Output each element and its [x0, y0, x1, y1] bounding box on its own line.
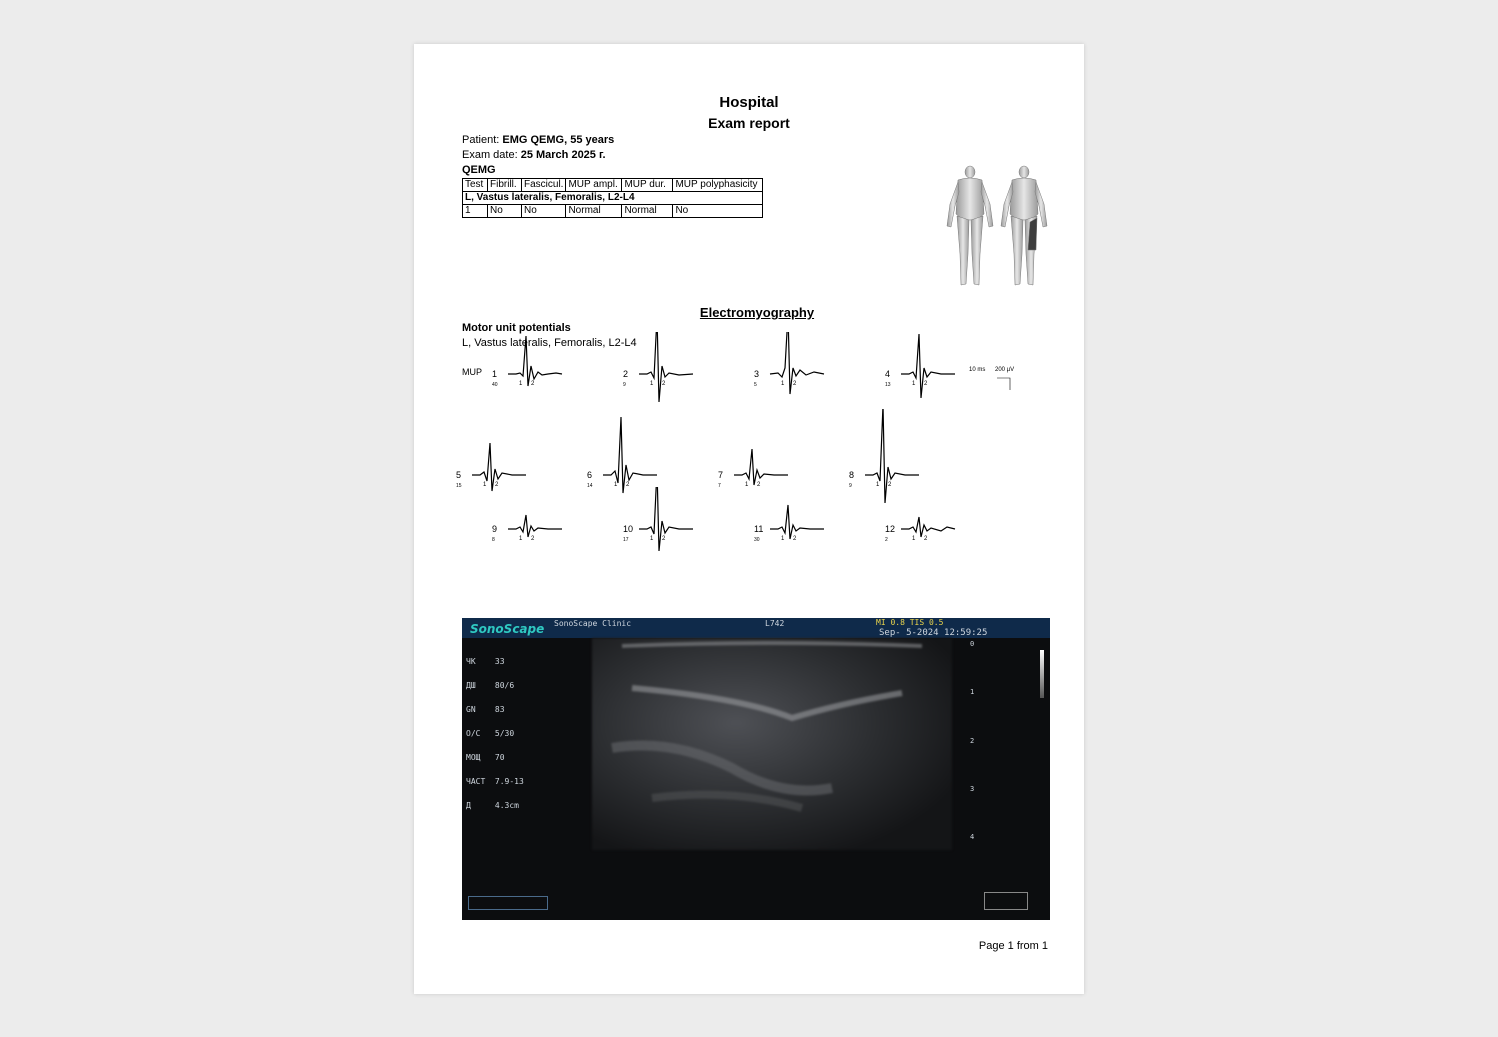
- mup-count: 8: [492, 537, 495, 543]
- header-cell: Test: [463, 179, 488, 192]
- param-line: ДШ 80/6: [466, 681, 515, 690]
- mup-marker: 1: [745, 482, 749, 488]
- mup-number: 2: [623, 369, 629, 379]
- mup-count: 17: [623, 537, 629, 543]
- ultrasound-image: [462, 618, 1050, 920]
- mup-number: 9: [492, 524, 498, 534]
- table-cell: No: [522, 205, 566, 218]
- mup-number: 6: [587, 470, 593, 480]
- mup-number: 11: [754, 524, 764, 534]
- mup-count: 13: [885, 382, 891, 388]
- mup-number: 12: [885, 524, 896, 534]
- mup-number: 3: [754, 369, 760, 379]
- mup-marker: 1: [614, 482, 618, 488]
- mup-waveform: [897, 487, 977, 587]
- mup-trace: [883, 487, 973, 587]
- mup-line: [734, 449, 788, 485]
- ultrasound-status-box: [984, 892, 1028, 910]
- param-line: О/С 5/30: [466, 729, 515, 738]
- mup-marker: 2: [793, 381, 797, 387]
- mup-marker: 2: [662, 381, 666, 387]
- mup-marker: 1: [650, 381, 654, 387]
- mup-line: [770, 505, 824, 539]
- mup-count: 40: [492, 382, 498, 388]
- mup-marker: 2: [924, 381, 928, 387]
- header-cell: Fibrill.: [488, 179, 522, 192]
- mup-line: [901, 334, 955, 398]
- mup-line: [472, 443, 526, 491]
- mup-trace: [752, 487, 842, 587]
- ultrasound-scan: [592, 638, 952, 850]
- mup-marker: 2: [757, 482, 761, 488]
- mup-marker: 2: [793, 536, 797, 542]
- patient-value: EMG QEMG, 55 years: [502, 134, 615, 146]
- mup-marker: 1: [781, 536, 785, 542]
- mup-marker: 2: [626, 482, 630, 488]
- mup-line: [508, 336, 562, 386]
- mup-marker: 2: [495, 482, 499, 488]
- mup-waveform: [635, 487, 715, 587]
- mup-number: 1: [492, 369, 498, 379]
- ultrasound-clinic: SonoScape Clinic: [554, 619, 632, 628]
- ultrasound-probe: L742: [765, 619, 785, 628]
- scale-time: 10 ms: [969, 367, 986, 373]
- mup-marker: 2: [662, 536, 666, 542]
- mup-marker: 1: [781, 381, 785, 387]
- mup-count: 14: [587, 483, 593, 489]
- exam-date-label: Exam date:: [462, 149, 518, 161]
- emg-title: Electromyography: [699, 305, 815, 320]
- mup-marker: 1: [519, 381, 523, 387]
- mup-marker: 2: [924, 536, 928, 542]
- patient-label: Patient:: [462, 134, 500, 146]
- depth-mark: 1: [970, 688, 975, 696]
- mup-line: [770, 332, 824, 394]
- depth-mark: 3: [970, 785, 975, 793]
- mup-line: [639, 332, 693, 402]
- ultrasound-datetime: Sep- 5-2024 12:59:25: [879, 628, 988, 638]
- mup-marker: 1: [519, 536, 523, 542]
- mup-marker: 1: [483, 482, 487, 488]
- table-cell: No: [673, 205, 763, 218]
- ultrasound-logo: SonoScape: [470, 622, 545, 636]
- report-title: Exam report: [708, 115, 790, 131]
- mup-marker: 2: [531, 381, 535, 387]
- mup-marker: 1: [876, 482, 880, 488]
- mup-line: [508, 515, 562, 537]
- mup-marker: 2: [888, 482, 892, 488]
- mup-grid: [414, 44, 1084, 614]
- gray-scale-bar: [1040, 650, 1044, 698]
- table-cell: 1: [463, 205, 488, 218]
- mup-count: 2: [885, 537, 888, 543]
- mup-count: 7: [718, 483, 721, 489]
- mup-count: 30: [754, 537, 760, 543]
- mup-marker: 1: [912, 381, 916, 387]
- mup-count: 5: [754, 382, 757, 388]
- ultrasound-params: [466, 642, 524, 826]
- mup-trace: [490, 487, 580, 587]
- table-cell: Normal: [622, 205, 673, 218]
- mup-count: 9: [623, 382, 626, 388]
- header-cell: MUP ampl.: [566, 179, 622, 192]
- table-cell: No: [488, 205, 522, 218]
- param-line: Д 4.3cm: [466, 801, 519, 810]
- mup-number: 5: [456, 470, 462, 480]
- depth-mark: 0: [970, 640, 975, 648]
- param-line: ЧК 33: [466, 657, 505, 666]
- page-number: Page 1 from 1: [978, 940, 1048, 952]
- ultrasound-mi: MI 0.8 TIS 0.5: [876, 618, 944, 627]
- report-page: [414, 44, 1084, 994]
- mup-line: [639, 487, 693, 551]
- mup-number: 8: [849, 470, 855, 480]
- header-cell: Fascicul.: [522, 179, 566, 192]
- table-cell: Normal: [566, 205, 622, 218]
- mup-number: 10: [623, 524, 634, 534]
- param-line: ЧАСТ 7.9-13: [466, 777, 524, 786]
- mup-waveform: [766, 487, 846, 587]
- header-cell: MUP polyphasicity: [673, 179, 763, 192]
- mup-label: MUP: [462, 367, 482, 377]
- depth-mark: 4: [970, 833, 975, 841]
- param-line: МОЩ 70: [466, 753, 505, 762]
- ultrasound-scale-box: [468, 896, 548, 910]
- mup-marker: 2: [531, 536, 535, 542]
- mup-marker: 1: [912, 536, 916, 542]
- mup-waveform: [504, 487, 584, 587]
- mup-marker: 1: [650, 536, 654, 542]
- muscle-name: L, Vastus lateralis, Femoralis, L2-L4: [462, 337, 637, 349]
- mup-line: [603, 417, 657, 493]
- group-cell: L, Vastus lateralis, Femoralis, L2-L4: [463, 192, 763, 205]
- mup-number: 7: [718, 470, 724, 480]
- section-label: QEMG: [462, 164, 496, 176]
- scale-amplitude: 200 µV: [995, 367, 1015, 373]
- exam-date-value: 25 March 2025 г.: [520, 149, 606, 161]
- mup-number: 4: [885, 369, 891, 379]
- mup-line: [901, 517, 955, 537]
- header-cell: MUP dur.: [622, 179, 673, 192]
- mup-count: 15: [456, 483, 462, 489]
- param-line: GN 83: [466, 705, 505, 714]
- hospital-name: Hospital: [719, 94, 779, 111]
- mup-count: 9: [849, 483, 852, 489]
- mup-subtitle: Motor unit potentials: [462, 322, 571, 334]
- ultrasound-echoes: [592, 638, 952, 850]
- mup-trace: [621, 487, 711, 587]
- depth-mark: 2: [970, 737, 975, 745]
